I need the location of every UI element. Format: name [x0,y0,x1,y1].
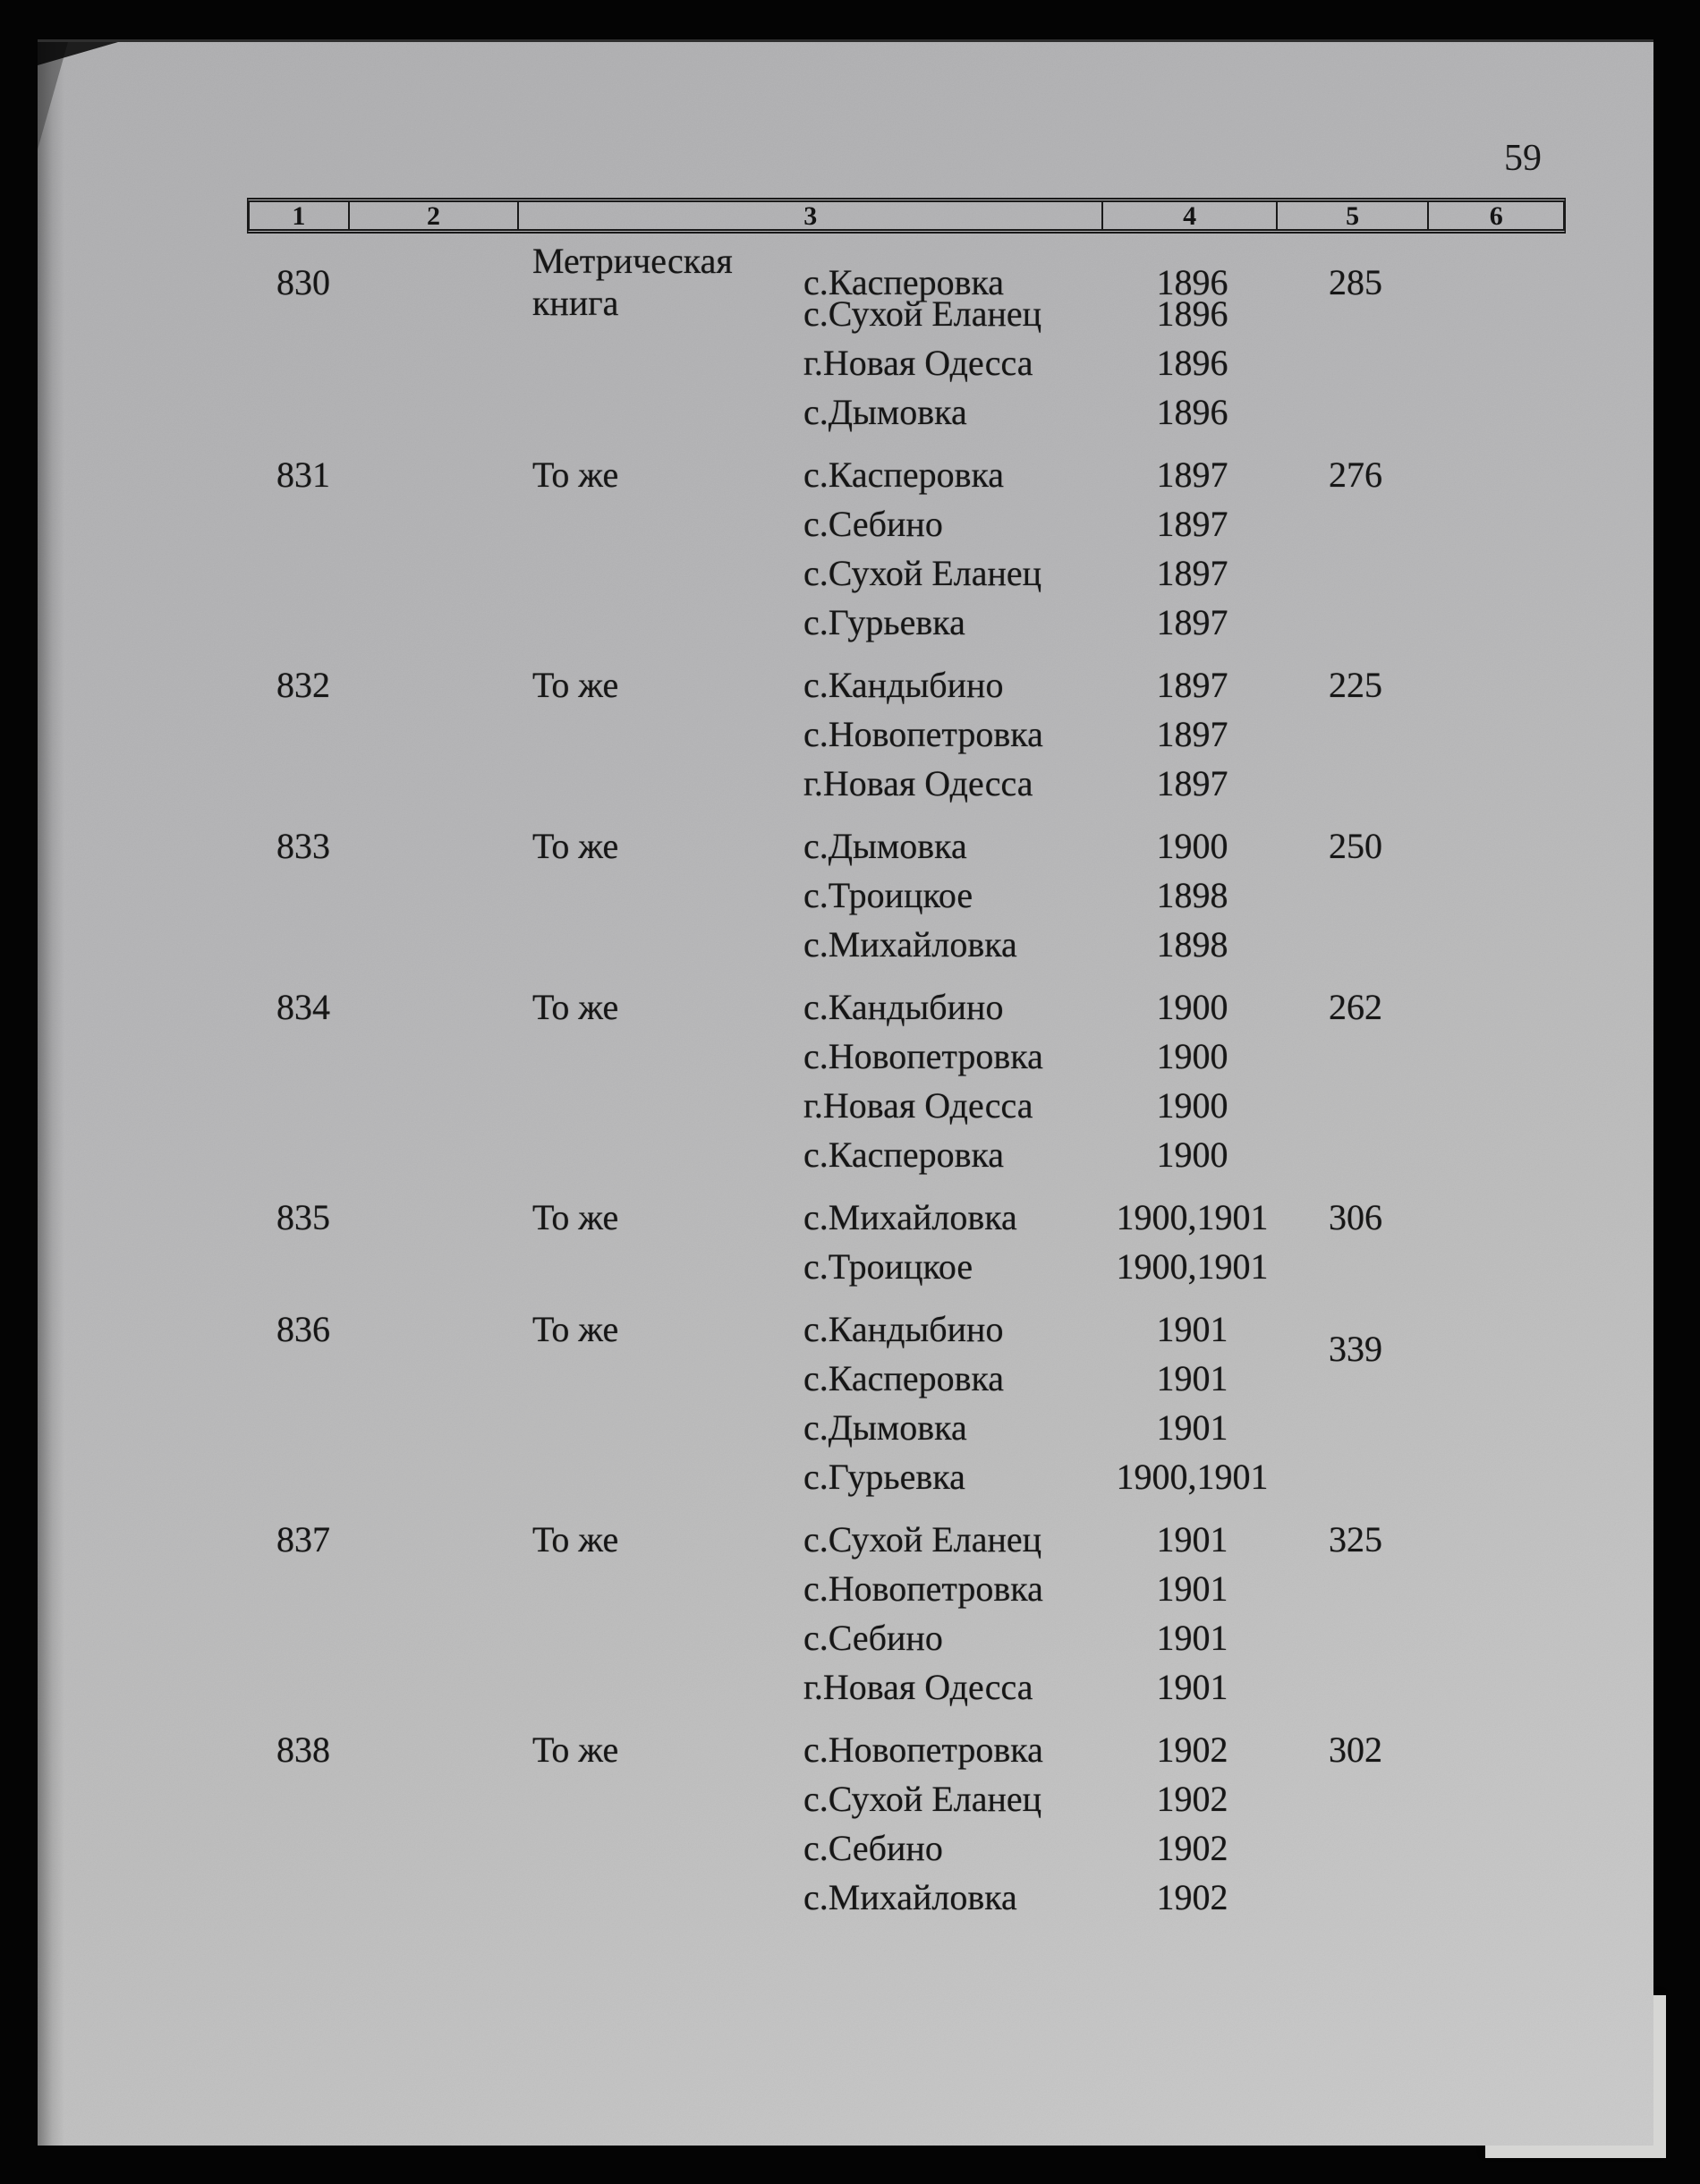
cell-record-number: 833 [276,826,330,866]
cell-place: с.Гурьевка [803,602,965,642]
cell-place: с.Новопетровка [803,1729,1043,1770]
record-entry-833 [247,821,1566,969]
cell-place: с.Себино [803,1618,943,1658]
table-row [247,710,1566,759]
cell-years: 1901 [1156,1309,1228,1349]
record-entry-838 [247,1725,1566,1922]
corner-fold [38,42,118,65]
cell-place: с.Новопетровка [803,1568,1043,1609]
cell-record-title: То же [532,1197,619,1237]
cell-place: с.Сухой Еланец [803,553,1042,593]
cell-years: 1900 [1156,1036,1228,1076]
cell-years: 1901 [1156,1667,1228,1707]
table-row [247,450,1566,499]
cell-place: с.Троицкое [803,1246,973,1287]
cell-place: с.Касперовка [803,455,1005,495]
cell-years: 1900,1901 [1116,1457,1269,1497]
cell-place: с.Сухой Еланец [803,1779,1042,1819]
cell-page-count: 306 [1329,1197,1382,1237]
table-row [247,1304,1566,1369]
cell-record-title: То же [532,1519,619,1559]
cell-page-count: 250 [1329,826,1382,866]
cell-record-number: 832 [276,665,330,705]
record-entry-831 [247,450,1566,647]
record-entry-832 [247,660,1566,808]
cell-years: 1902 [1156,1828,1228,1868]
cell-years: 1900,1901 [1116,1197,1269,1237]
cell-years: 1897 [1156,455,1228,495]
table-row [247,1081,1566,1130]
table-header [247,198,1566,234]
cell-place: с.Касперовка [803,1358,1005,1398]
cell-years: 1901 [1156,1618,1228,1658]
cell-years: 1900 [1156,826,1228,866]
cell-record-number: 838 [276,1729,330,1770]
cell-years: 1901 [1156,1519,1228,1559]
cell-place: с.Кандыбино [803,665,1004,705]
cell-place: с.Михайловка [803,924,1017,965]
table-row [247,1662,1566,1712]
table-row [247,1515,1566,1564]
table-row [247,1873,1566,1922]
cell-place: с.Касперовка [803,1134,1005,1175]
cell-years: 1900,1901 [1116,1246,1269,1287]
header-cell-2: 2 [350,202,519,229]
table-row [247,920,1566,969]
table-row [247,548,1566,598]
cell-record-number: 831 [276,455,330,495]
cell-place: с.Новопетровка [803,1036,1043,1076]
table-row [247,660,1566,710]
table-row [247,499,1566,548]
cell-record-title: То же [532,987,619,1027]
cell-years: 1901 [1156,1407,1228,1448]
cell-place: с.Кандыбино [803,987,1004,1027]
cell-years: 1896 [1156,343,1228,383]
cell-place: с.Кандыбино [803,1309,1004,1349]
page-number: 59 [1504,138,1542,179]
cell-record-title: То же [532,1729,619,1770]
cell-years: 1897 [1156,763,1228,803]
corner-fold-shadow [38,42,68,149]
cell-page-count: 302 [1329,1729,1382,1770]
record-entry-830 [247,240,1566,437]
header-cell-3: 3 [519,202,1103,229]
cell-record-title: То же [532,665,619,705]
cell-place: с.Сухой Еланец [803,1519,1042,1559]
cell-years: 1897 [1156,504,1228,544]
table-row [247,338,1566,387]
cell-years: 1896 [1156,261,1228,302]
cell-years: 1900 [1156,987,1228,1027]
record-entry-835 [247,1193,1566,1291]
table-row [247,598,1566,647]
cell-record-number: 836 [276,1309,330,1349]
cell-record-number: 834 [276,987,330,1027]
table-row [247,1452,1566,1501]
cell-record-title: То же [532,1309,619,1349]
table-row [247,1403,1566,1452]
cell-place: с.Дымовка [803,392,967,432]
table-row [247,1193,1566,1242]
table-row [247,759,1566,808]
cell-years: 1897 [1156,602,1228,642]
record-entry-834 [247,982,1566,1179]
table-row [247,1774,1566,1823]
cell-place: с.Себино [803,1828,943,1868]
cell-record-title: То же [532,455,619,495]
table-row [247,982,1566,1032]
cell-place: г.Новая Одесса [803,1667,1033,1707]
cell-years: 1897 [1156,553,1228,593]
cell-place: с.Касперовка [803,261,1005,302]
header-cell-6: 6 [1489,201,1503,231]
cell-years: 1901 [1156,1568,1228,1609]
cell-place: с.Гурьевка [803,1457,965,1497]
table-row [247,1564,1566,1613]
cell-years: 1902 [1156,1877,1228,1917]
cell-place: с.Сухой Еланец [803,293,1042,334]
cell-page-count: 339 [1329,1329,1382,1369]
cell-place: г.Новая Одесса [803,343,1033,383]
record-entry-836 [247,1304,1566,1501]
cell-page-count: 262 [1329,987,1382,1027]
cell-place: с.Михайловка [803,1877,1017,1917]
cell-record-title: То же [532,826,619,866]
table-row [247,821,1566,871]
table-row [247,871,1566,920]
cell-years: 1900 [1156,1134,1228,1175]
cell-years: 1898 [1156,875,1228,915]
cell-place: г.Новая Одесса [803,763,1033,803]
cell-page-count: 276 [1329,455,1382,495]
cell-place: с.Михайловка [803,1197,1017,1237]
cell-page-count: 325 [1329,1519,1382,1559]
cell-place: с.Дымовка [803,826,967,866]
cell-page-count: 285 [1329,261,1382,302]
table-body [247,240,1566,1935]
cell-years: 1897 [1156,665,1228,705]
cell-record-title: Метрическая книга [532,241,733,323]
table-row [247,387,1566,437]
cell-years: 1900 [1156,1085,1228,1126]
table-row [247,1032,1566,1081]
cell-years: 1902 [1156,1729,1228,1770]
table-row [247,1725,1566,1774]
cell-record-number: 837 [276,1519,330,1559]
cell-page-count: 225 [1329,665,1382,705]
header-cell-4: 4 [1103,202,1277,229]
cell-years: 1901 [1156,1358,1228,1398]
cell-record-number: 830 [276,261,330,302]
page-edge-shadow [38,42,64,2146]
cell-years: 1902 [1156,1779,1228,1819]
header-cell-5: 5 [1278,202,1430,229]
record-entry-837 [247,1515,1566,1712]
cell-years: 1898 [1156,924,1228,965]
cell-place: г.Новая Одесса [803,1085,1033,1126]
cell-years: 1897 [1156,714,1228,754]
table-row [247,1823,1566,1873]
cell-place: с.Дымовка [803,1407,967,1448]
header-cell-1: 1 [250,202,350,229]
table-row [247,1613,1566,1662]
table-row [247,1242,1566,1291]
cell-place: с.Троицкое [803,875,973,915]
cell-record-number: 835 [276,1197,330,1237]
cell-place: с.Себино [803,504,943,544]
cell-place: с.Новопетровка [803,714,1043,754]
scanned-page [38,39,1653,2146]
cell-years: 1896 [1156,293,1228,334]
cell-years: 1896 [1156,392,1228,432]
table-row [247,1130,1566,1179]
